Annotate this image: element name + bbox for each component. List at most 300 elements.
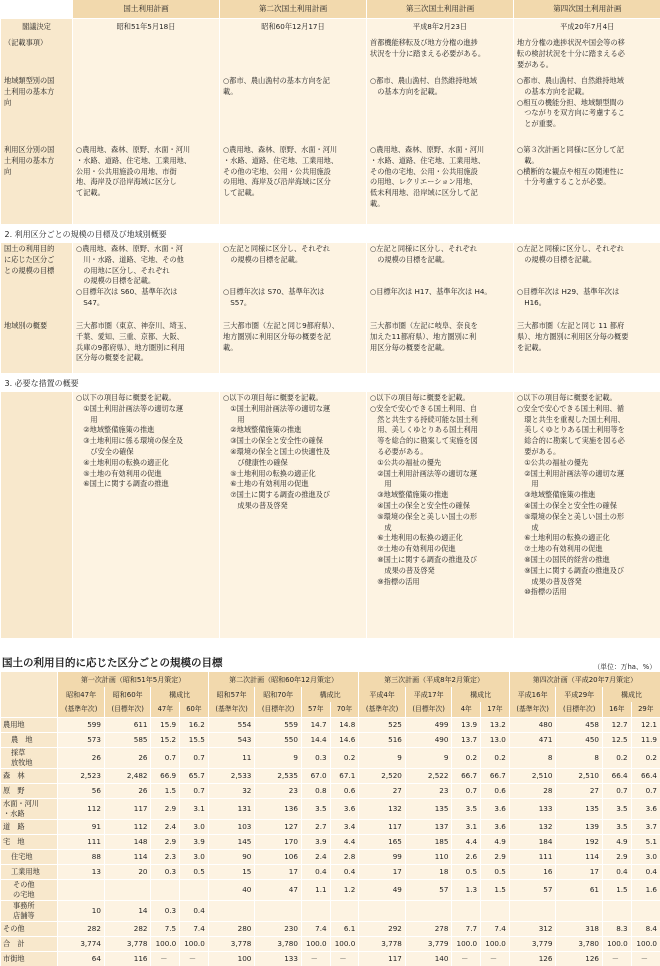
value-cell: 8 [556, 747, 603, 768]
value-cell: 13.7 [452, 732, 481, 747]
year-header: 昭和57年 [208, 687, 255, 702]
measures-cell: ○以下の項目毎に概要を記載。 ①国土利用計画法等の適切な運 用 ②地域整備施策の推進 ③土地利用に係る環境の保全及 び安全の確保 ④土地利用の転換の適正化 ⑤土地の有効利用の促進 ⑥国土に関する調査の推進 [76, 393, 184, 489]
value-cell: 550 [255, 732, 302, 747]
value-cell: 15 [208, 864, 255, 879]
decision-row [1, 18, 660, 37]
year-header: 平成29年 [556, 687, 603, 702]
decision-label: 閣議決定 [1, 18, 73, 37]
value-cell: 12.7 [602, 717, 631, 732]
value-cell: 47 [255, 879, 302, 900]
value-cell: － [631, 951, 660, 966]
value-cell: 8.3 [602, 921, 631, 936]
corner-cell [1, 672, 58, 717]
row-label: 森 林 [1, 768, 58, 783]
row-label: 事務所 店舗等 [1, 900, 58, 921]
plan-header: 第四次国土利用計画 [514, 0, 660, 18]
row-label: 合 計 [1, 936, 58, 951]
value-cell: 17 [359, 864, 406, 879]
value-cell: 40 [208, 879, 255, 900]
value-cell: 0.7 [602, 783, 631, 798]
value-cell [556, 900, 603, 921]
value-cell: － [602, 951, 631, 966]
sub-header: (基準年次) [509, 702, 556, 717]
decision-date: 平成8年2月23日 [367, 18, 514, 37]
area-row [1, 320, 660, 373]
value-cell: 3.5 [602, 819, 631, 834]
value-cell: 13.9 [452, 717, 481, 732]
area-cell: 三大都市圏（東京、神奈川、埼玉、 千葉、愛知、三重、京都、大阪、 兵庫の9都府県）、地方圏別に利用 区分毎の概要を記載。 [76, 321, 192, 363]
value-cell: 0.6 [481, 783, 510, 798]
unit-note: （単位：万ha、%） [593, 663, 656, 671]
plan-header-row [1, 672, 660, 687]
value-cell: 133 [509, 798, 556, 819]
value-cell: 2.9 [481, 849, 510, 864]
value-cell: 0.7 [180, 747, 209, 768]
value-cell: 2,520 [359, 768, 406, 783]
corner-cell [1, 0, 73, 18]
value-cell: 114 [104, 849, 151, 864]
value-cell: 100.0 [602, 936, 631, 951]
value-cell: 100.0 [481, 936, 510, 951]
value-cell: 56 [58, 783, 105, 798]
sub-header: (目標年次) [255, 702, 302, 717]
sub-header-row [1, 702, 660, 717]
section-heading-row [1, 373, 660, 392]
value-cell: 0.2 [631, 747, 660, 768]
value-cell: 57 [405, 879, 452, 900]
value-cell: 1.5 [481, 879, 510, 900]
value-cell: 3,779 [405, 936, 452, 951]
plan-header: 第二次計画（昭和60年12月策定） [208, 672, 359, 687]
value-cell: 111 [58, 834, 105, 849]
value-cell: 32 [208, 783, 255, 798]
target-cell: ○左記と同様に区分し、それぞれ の規模の目標を記載。 ○目標年次は S70、基準年次は S57。 [223, 244, 330, 307]
value-cell: 3.6 [481, 798, 510, 819]
value-cell: 0.5 [481, 864, 510, 879]
value-cell [255, 900, 302, 921]
value-cell [452, 900, 481, 921]
value-cell: 132 [359, 798, 406, 819]
value-cell: 2.3 [151, 849, 180, 864]
value-cell: 66.4 [631, 768, 660, 783]
value-cell: 3.6 [631, 798, 660, 819]
value-cell: 137 [405, 819, 452, 834]
measures-cell: ○以下の項目毎に概要を記載。 ○安全で安心できる国土利用、循 環と共生を重視した国土利用、 美しくゆとりある国土利用等を 総合的に勘案して実施を図る必 要がある。 ①公共の福祉の優先 ②国土利用計画法等の適切な運 用 ③地域整備施策の推進 ④国土の保全と安全性の確保 ⑤環境の保全と美しい国土の形 成 ⑥土地利用の転換の適正化 ⑦土地の有効利用の促進 ⑧国土の国民的経営の推進 ⑨国土に関する調査の推進及び 成果の普及啓発 ⑩指標の活用 [517, 393, 625, 597]
value-cell: 136 [255, 798, 302, 819]
value-cell: 116 [104, 951, 151, 966]
sub-header: 60年 [180, 702, 209, 717]
value-cell: 0.5 [180, 864, 209, 879]
value-cell: 2.7 [301, 819, 330, 834]
sub-header: (目標年次) [556, 702, 603, 717]
value-cell [359, 900, 406, 921]
value-cell: 3.1 [180, 798, 209, 819]
value-cell: 10 [58, 900, 105, 921]
ratio-header: 構成比 [151, 687, 208, 702]
row-label: 水面・河川 ・水路 [1, 798, 58, 819]
value-cell: 132 [509, 819, 556, 834]
value-cell: 1.2 [330, 879, 359, 900]
row-label: 採草 放牧地 [1, 747, 58, 768]
value-cell: 3,774 [58, 936, 105, 951]
value-cell: 111 [509, 849, 556, 864]
value-cell: 117 [104, 798, 151, 819]
value-cell: 16 [509, 864, 556, 879]
plan-header: 第一次計画（昭和51年5月策定） [58, 672, 208, 687]
target-row [1, 243, 660, 320]
table-row [1, 798, 660, 819]
table-row [1, 849, 660, 864]
value-cell: 554 [208, 717, 255, 732]
landuse-cell: ○農用地、森林、原野、水面・河川 ・水路、道路、住宅地、工業用地、 その他の宅地、公用・公共用施設 の用地、レクリエーション用地、 低未利用地、沿岸域に区分して記 載。 [370, 145, 486, 208]
value-cell: 525 [359, 717, 406, 732]
area-cell: 三大都市圏（左記と同じ 11 都府 県）、地方圏別に利用区分毎の概要 を記載。 [517, 321, 629, 352]
value-cell: 13.0 [481, 732, 510, 747]
value-cell: 27 [556, 783, 603, 798]
value-cell: 6.1 [330, 921, 359, 936]
target-cell: ○農用地、森林、原野、水面・河 川・水路、道路、宅地、その他 の用地に区分し、それぞれ の規模の目標を記載。 ○目標年次は S60、基準年次は S47。 [76, 244, 184, 307]
value-cell: 117 [359, 951, 406, 966]
value-cell: 2.8 [330, 849, 359, 864]
value-cell [509, 900, 556, 921]
sub-header: 47年 [151, 702, 180, 717]
value-cell: 184 [509, 834, 556, 849]
remarks-row [1, 37, 660, 75]
value-cell: 0.5 [452, 864, 481, 879]
value-cell: 127 [255, 819, 302, 834]
value-cell: 280 [208, 921, 255, 936]
value-cell: 573 [58, 732, 105, 747]
value-cell: － [151, 951, 180, 966]
value-cell: 148 [104, 834, 151, 849]
value-cell: 133 [255, 951, 302, 966]
value-cell: 66.7 [481, 768, 510, 783]
value-cell: 15.9 [151, 717, 180, 732]
value-cell: 458 [556, 717, 603, 732]
landuse-cell: ○農用地、森林、原野、水面・河川 ・水路、道路、住宅地、工業用地、 その他の宅地、公用・公共用施設 の用地、海岸及び沿岸海域に区分 して記載。 [223, 145, 339, 198]
measures-cell: ○以下の項目毎に概要を記載。 ①国土利用計画法等の適切な運 用 ②地域整備施策の推進 ③国土の保全と安全性の確保 ④環境の保全と国土の快適性及 び健康性の確保 ⑤土地利用の転換の適正化 ⑥土地の有効利用の促進 ⑦国土に関する調査の推進及び 成果の普及啓発 [223, 393, 331, 510]
sub-header: 4年 [452, 702, 481, 717]
sub-header: (基準年次) [359, 702, 406, 717]
value-cell: 471 [509, 732, 556, 747]
value-cell: 0.4 [602, 864, 631, 879]
landuse-label: 利用区分別の国 土利用の基本方 向 [4, 145, 55, 176]
sub-header: 17年 [481, 702, 510, 717]
value-cell: 100.0 [180, 936, 209, 951]
value-cell: 100.0 [452, 936, 481, 951]
area-cell: 三大都市圏（左記と同じ9都府県）、 地方圏別に利用区分毎の概要を記 載。 [223, 321, 339, 352]
value-cell: 7.7 [452, 921, 481, 936]
value-cell: 18 [405, 864, 452, 879]
value-cell: 12.5 [602, 732, 631, 747]
table-row [1, 921, 660, 936]
section-heading: 2. 利用区分ごとの規模の目標及び地域別概要 [1, 224, 660, 243]
value-cell: 106 [255, 849, 302, 864]
value-cell: 88 [58, 849, 105, 864]
value-cell: 15.5 [180, 732, 209, 747]
value-cell: 135 [556, 798, 603, 819]
section-heading-row [1, 224, 660, 243]
value-cell: 543 [208, 732, 255, 747]
value-cell: 4.9 [481, 834, 510, 849]
value-cell: 14.6 [330, 732, 359, 747]
value-cell: 99 [359, 849, 406, 864]
value-cell [602, 900, 631, 921]
value-cell: 3.6 [330, 798, 359, 819]
value-cell: 3.1 [452, 819, 481, 834]
table-row [1, 864, 660, 879]
value-cell: 2.6 [452, 849, 481, 864]
value-cell: 312 [509, 921, 556, 936]
year-header: 平成16年 [509, 687, 556, 702]
table-row [1, 783, 660, 798]
value-cell: 26 [58, 747, 105, 768]
value-cell: 112 [104, 819, 151, 834]
target-cell: ○左記と同様に区分し、それぞれ の規模の目標を記載。 ○目標年次は H29、基準年次は H16。 [517, 244, 624, 307]
sub-header: (基準年次) [58, 702, 105, 717]
quantity-table-body [1, 717, 660, 966]
value-cell: 7.4 [301, 921, 330, 936]
row-label: 住宅地 [1, 849, 58, 864]
value-cell: 14.4 [301, 732, 330, 747]
value-cell: 61 [556, 879, 603, 900]
value-cell: 17 [255, 864, 302, 879]
regional-row [1, 75, 660, 144]
value-cell: 7.4 [481, 921, 510, 936]
value-cell: 611 [104, 717, 151, 732]
value-cell: 28 [509, 783, 556, 798]
value-cell [330, 900, 359, 921]
plan-header-row [1, 0, 660, 18]
value-cell: 145 [208, 834, 255, 849]
value-cell: 2.4 [151, 819, 180, 834]
value-cell: 0.3 [151, 900, 180, 921]
value-cell: 3.0 [180, 819, 209, 834]
value-cell: 0.4 [631, 864, 660, 879]
value-cell: 0.4 [301, 864, 330, 879]
value-cell: 114 [556, 849, 603, 864]
value-cell: 110 [405, 849, 452, 864]
value-cell: 100.0 [151, 936, 180, 951]
regional-label: 地域類型別の国 土利用の基本方 向 [4, 76, 55, 107]
target-label: 国土の利用目的 に応じた区分ご との規模の目標 [4, 244, 55, 275]
value-cell: 0.3 [301, 747, 330, 768]
ratio-header: 構成比 [602, 687, 660, 702]
value-cell: 131 [208, 798, 255, 819]
value-cell: 3,778 [359, 936, 406, 951]
value-cell: 100.0 [301, 936, 330, 951]
value-cell [104, 879, 151, 900]
landuse-row [1, 144, 660, 224]
table-row [1, 732, 660, 747]
value-cell: 15.2 [151, 732, 180, 747]
value-cell: 3,780 [556, 936, 603, 951]
plan-header: 第三次国土利用計画 [367, 0, 514, 18]
table-row [1, 834, 660, 849]
value-cell: 100.0 [330, 936, 359, 951]
value-cell: 1.5 [602, 879, 631, 900]
value-cell: 3,778 [104, 936, 151, 951]
value-cell: 3.5 [602, 798, 631, 819]
table-row [1, 747, 660, 768]
remarks-cell: 首都機能移転及び地方分権の進捗 状況を十分に踏まえる必要がある。 [370, 38, 486, 58]
value-cell: 26 [104, 783, 151, 798]
value-cell: 7.5 [151, 921, 180, 936]
value-cell: 67.1 [330, 768, 359, 783]
value-cell: 8 [509, 747, 556, 768]
value-cell: 450 [556, 732, 603, 747]
value-cell: 4.4 [330, 834, 359, 849]
quantity-table-title: 国土の利用目的に応じた区分ごとの規模の目標 [2, 657, 223, 669]
year-header: 平成17年 [405, 687, 452, 702]
plan-header: 第二次国土利用計画 [220, 0, 367, 18]
value-cell: － [330, 951, 359, 966]
landuse-cell: ○第３次計画と同様に区分して記 載。 ○横断的な観点や相互の関連性に 十分考慮することが必要。 [517, 145, 624, 187]
sub-header: 70年 [330, 702, 359, 717]
value-cell: 90 [208, 849, 255, 864]
row-label: 農用地 [1, 717, 58, 732]
value-cell: 3.0 [631, 849, 660, 864]
quantity-table [0, 672, 660, 966]
target-cell: ○左記と同様に区分し、それぞれ の規模の目標を記載。 ○目標年次は H17、基準年次は H4。 [370, 244, 492, 297]
plan-header: 第四次計画（平成20年7月策定） [509, 672, 660, 687]
value-cell: 17 [556, 864, 603, 879]
value-cell: 0.7 [452, 783, 481, 798]
value-cell: 4.4 [452, 834, 481, 849]
value-cell: 230 [255, 921, 302, 936]
year-header: 平成4年 [359, 687, 406, 702]
value-cell: 0.8 [301, 783, 330, 798]
value-cell: 3.0 [180, 849, 209, 864]
value-cell: 2,482 [104, 768, 151, 783]
table-row [1, 717, 660, 732]
value-cell: 13.2 [481, 717, 510, 732]
measures-row [1, 392, 660, 638]
value-cell: 192 [556, 834, 603, 849]
value-cell: 9 [405, 747, 452, 768]
table-row [1, 768, 660, 783]
sub-header: 29年 [631, 702, 660, 717]
value-cell: 2,523 [58, 768, 105, 783]
value-cell: 3.4 [330, 819, 359, 834]
row-label: 農 地 [1, 732, 58, 747]
value-cell [58, 879, 105, 900]
value-cell: 2,522 [405, 768, 452, 783]
value-cell: 9 [255, 747, 302, 768]
value-cell: 66.4 [602, 768, 631, 783]
value-cell: 170 [255, 834, 302, 849]
value-cell: 0.7 [631, 783, 660, 798]
value-cell: 185 [405, 834, 452, 849]
decision-date: 昭和60年12月17日 [220, 18, 367, 37]
measures-label [1, 392, 73, 638]
value-cell: 23 [255, 783, 302, 798]
value-cell: 0.3 [151, 864, 180, 879]
value-cell: 100.0 [631, 936, 660, 951]
value-cell: 100 [208, 951, 255, 966]
sub-header: (目標年次) [405, 702, 452, 717]
value-cell: 14.7 [301, 717, 330, 732]
value-cell: 1.5 [151, 783, 180, 798]
sub-header: (基準年次) [208, 702, 255, 717]
row-label: 原 野 [1, 783, 58, 798]
value-cell: 112 [58, 798, 105, 819]
value-cell: 2,535 [255, 768, 302, 783]
section-heading: 3. 必要な措置の概要 [1, 373, 660, 392]
value-cell: 126 [556, 951, 603, 966]
value-cell [151, 879, 180, 900]
value-cell: 1.6 [631, 879, 660, 900]
measures-cell: ○以下の項目毎に概要を記載。 ○安全で安心できる国土利用、自 然と共生する持続可能な国土利 用、美しくゆとりある国土利用 等を総合的に勘案して実施を図 る必要がある。 ①公共の福祉の優先 ②国土利用計画法等の適切な運 用 ③地域整備施策の推進 ④国土の保全と安全性の確保 ⑤環境の保全と美しい国土の形 成 ⑥土地利用の転換の適正化 ⑦土地の有効利用の促進 ⑧国土に関する調査の推進及び 成果の普及啓発 ⑨指標の活用 [370, 393, 478, 586]
plan-header: 国土利用計画 [73, 0, 220, 18]
landuse-cell: ○農用地、森林、原野、水面・河川 ・水路、道路、住宅地、工業用地、 公用・公共用施設の用地、市街 地、海岸及び沿岸海域に区分し て記載。 [76, 145, 192, 198]
value-cell: 2.9 [602, 849, 631, 864]
value-cell: 7.4 [180, 921, 209, 936]
year-header: 昭和47年 [58, 687, 105, 702]
value-cell: 3.5 [301, 798, 330, 819]
value-cell: 0.7 [151, 747, 180, 768]
value-cell: 3,778 [208, 936, 255, 951]
value-cell: 0.2 [452, 747, 481, 768]
value-cell: 103 [208, 819, 255, 834]
value-cell: 4.9 [602, 834, 631, 849]
value-cell: 14.8 [330, 717, 359, 732]
value-cell: 20 [104, 864, 151, 879]
decision-date: 昭和51年5月18日 [73, 18, 220, 37]
value-cell: 499 [405, 717, 452, 732]
value-cell: 0.2 [330, 747, 359, 768]
value-cell: 3,780 [255, 936, 302, 951]
ratio-header: 構成比 [301, 687, 358, 702]
value-cell: 14 [104, 900, 151, 921]
value-cell: 0.6 [330, 783, 359, 798]
value-cell: － [452, 951, 481, 966]
value-cell: 8.4 [631, 921, 660, 936]
value-cell: 559 [255, 717, 302, 732]
value-cell: 3.9 [301, 834, 330, 849]
value-cell: 3.9 [180, 834, 209, 849]
value-cell: 165 [359, 834, 406, 849]
value-cell: 490 [405, 732, 452, 747]
value-cell: 0.2 [602, 747, 631, 768]
value-cell: 3,779 [509, 936, 556, 951]
value-cell: 140 [405, 951, 452, 966]
value-cell: 135 [405, 798, 452, 819]
value-cell: 49 [359, 879, 406, 900]
value-cell: 0.2 [481, 747, 510, 768]
row-label: 宅 地 [1, 834, 58, 849]
ratio-header: 構成比 [452, 687, 509, 702]
value-cell [405, 900, 452, 921]
sub-header: 57年 [301, 702, 330, 717]
value-cell [180, 879, 209, 900]
year-header: 昭和60年 [104, 687, 151, 702]
value-cell: 13 [58, 864, 105, 879]
decision-date: 平成20年7月4日 [514, 18, 660, 37]
value-cell: 318 [556, 921, 603, 936]
value-cell: 585 [104, 732, 151, 747]
value-cell: 282 [58, 921, 105, 936]
value-cell: 0.7 [180, 783, 209, 798]
area-cell: 三大都市圏（左記に岐阜、奈良を 加えた11都府県）、地方圏別に利 用区分毎の概要を記載。 [370, 321, 478, 352]
value-cell: 1.1 [301, 879, 330, 900]
row-label: 道 路 [1, 819, 58, 834]
year-header-row [1, 687, 660, 702]
value-cell: 57 [509, 879, 556, 900]
value-cell: 516 [359, 732, 406, 747]
value-cell: 0.4 [330, 864, 359, 879]
regional-cell: ○都市、農山漁村、自然維持地域 の基本方向を記載。 ○相互の機能分担、地域類型間の つながりを双方向に考慮するこ とが重要。 [517, 76, 625, 129]
